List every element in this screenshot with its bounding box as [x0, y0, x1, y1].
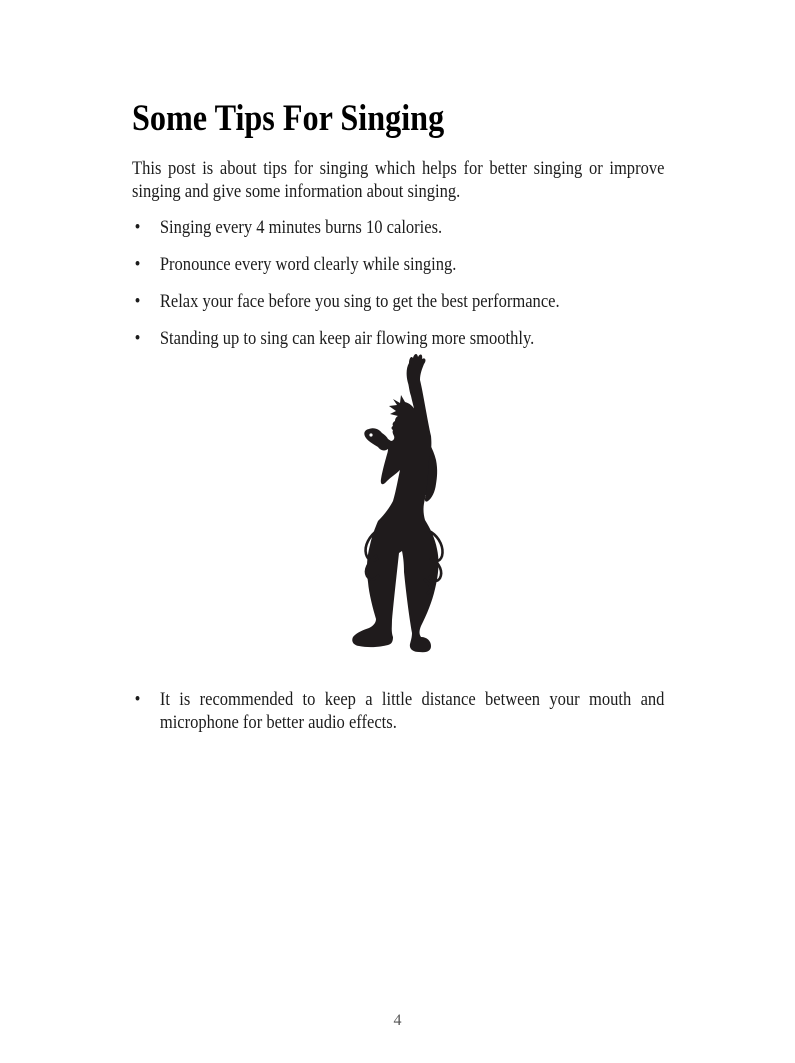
tip-text: Standing up to sing can keep air flowing more smoothly.	[159, 328, 535, 349]
closing-tips-list	[132, 688, 664, 734]
microphone-highlight	[369, 433, 372, 436]
tip-item	[132, 327, 664, 350]
tip-text: Relax your face before you sing to get the best performance.	[159, 291, 560, 312]
page-title: Some Tips For Singing	[132, 98, 445, 139]
bullet-icon: •	[134, 328, 141, 349]
tips-list	[132, 216, 664, 350]
tip-text: Pronounce every word clearly while singing.	[159, 254, 457, 275]
body-shape	[352, 354, 438, 652]
page-number: 4	[393, 1012, 402, 1029]
main-text-column	[132, 0, 664, 364]
tip-item	[132, 216, 664, 239]
tip-item	[132, 290, 664, 313]
page-footer	[0, 1011, 795, 1031]
singer-silhouette-svg	[345, 352, 445, 654]
bullet-icon: •	[134, 254, 141, 275]
bullet-icon: •	[134, 291, 141, 312]
closing-text-column	[132, 688, 664, 748]
tip-text: Singing every 4 minutes burns 10 calories.	[159, 217, 443, 238]
tip-item	[132, 253, 664, 276]
singer-silhouette-image	[345, 352, 445, 654]
tip-text: It is recommended to keep a little distance between your mouth and microphone for better audio effects.	[159, 689, 665, 733]
bullet-icon: •	[134, 689, 141, 710]
tip-item	[132, 688, 664, 734]
intro-paragraph: This post is about tips for singing which helps for better singing or improve singing and give some information about singing.	[132, 158, 665, 202]
bullet-icon: •	[134, 217, 141, 238]
